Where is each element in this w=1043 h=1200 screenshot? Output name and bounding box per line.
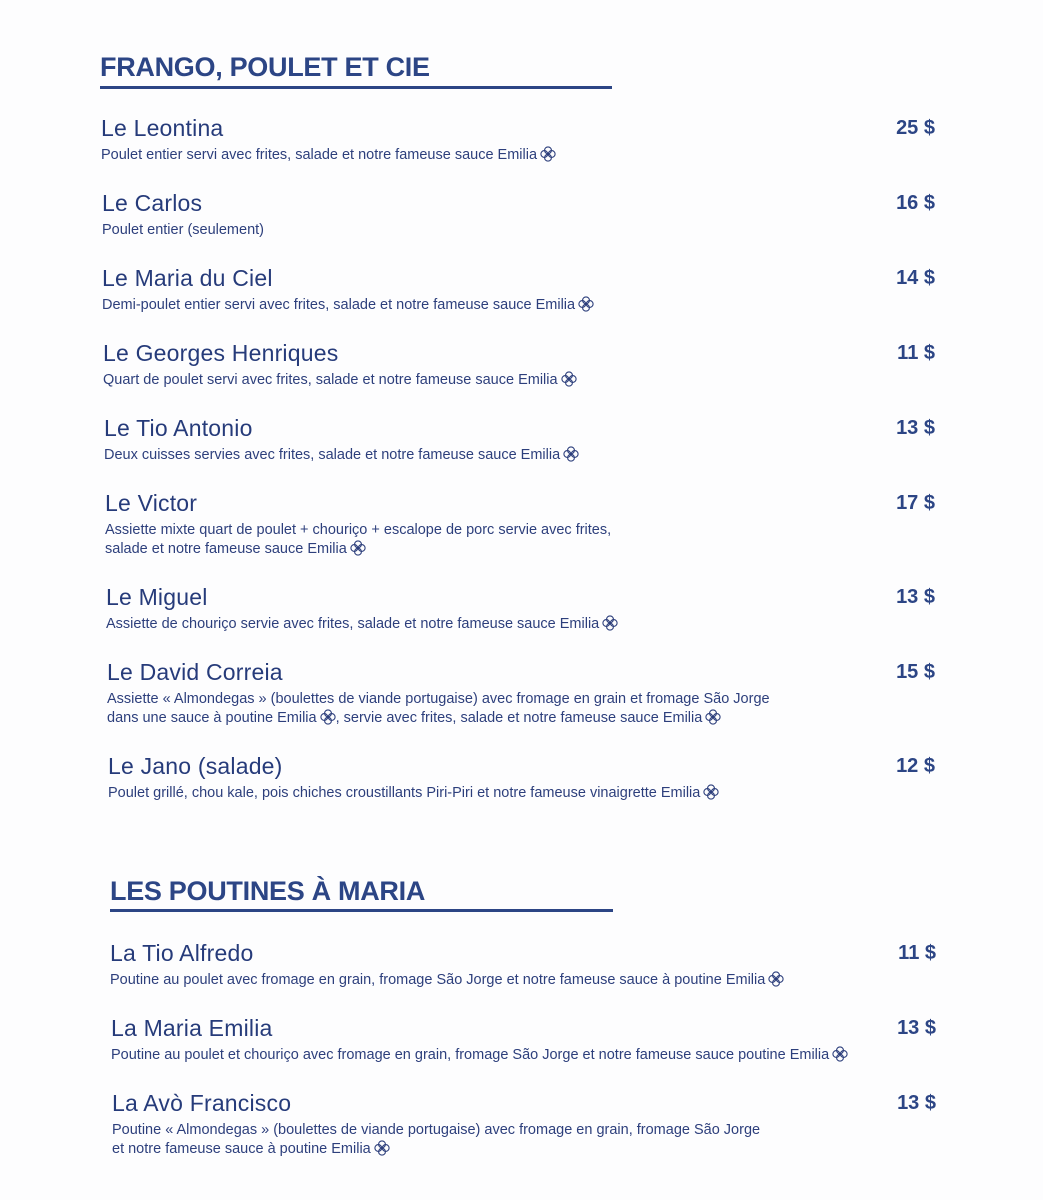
item-description: Deux cuisses servies avec frites, salade et notre fameuse sauce Emilia xyxy=(104,446,579,465)
item-description: Assiette « Almondegas » (boulettes de viande portugaise) avec fromage en grain et fromage São Jorge dans une sauce à poutine Emilia , servie avec frites, salade et notre fameuse sauce Emilia xyxy=(107,691,770,726)
section-title: FRANGO, POULET ET CIE xyxy=(100,52,430,82)
section-underline xyxy=(100,86,612,89)
item-description: Poulet grillé, chou kale, pois chiches croustillants Piri-Piri et notre fameuse vinaigrette Emilia xyxy=(108,784,719,803)
item-price: 14 $ xyxy=(896,267,935,289)
item-name: Le Leontina xyxy=(101,115,224,141)
emilia-flower-icon xyxy=(320,709,336,725)
emilia-flower-icon xyxy=(703,784,719,800)
emilia-flower-icon xyxy=(561,371,577,387)
item-price: 16 $ xyxy=(896,192,935,214)
item-description: Poutine au poulet avec fromage en grain, fromage São Jorge et notre fameuse sauce à poutine Emilia xyxy=(110,971,784,990)
item-description: Poulet entier servi avec frites, salade et notre fameuse sauce Emilia xyxy=(101,146,556,165)
item-price: 17 $ xyxy=(896,492,935,514)
item-description: Assiette de chouriço servie avec frites, salade et notre fameuse sauce Emilia xyxy=(106,615,618,634)
item-name: Le Georges Henriques xyxy=(103,340,339,366)
item-name: Le Jano (salade) xyxy=(108,753,283,779)
item-price: 13 $ xyxy=(897,1092,936,1114)
item-description: Poutine au poulet et chouriço avec fromage en grain, fromage São Jorge et notre fameuse sauce poutine Emilia xyxy=(111,1046,848,1065)
item-name: Le Tio Antonio xyxy=(104,415,253,441)
item-price: 13 $ xyxy=(896,417,935,439)
emilia-flower-icon xyxy=(540,146,556,162)
item-price: 13 $ xyxy=(896,586,935,608)
emilia-flower-icon xyxy=(832,1046,848,1062)
section-underline xyxy=(110,909,613,912)
item-price: 15 $ xyxy=(896,661,935,683)
item-name: La Avò Francisco xyxy=(112,1090,292,1116)
item-name: Le David Correia xyxy=(107,659,283,685)
emilia-flower-icon xyxy=(705,709,721,725)
emilia-flower-icon xyxy=(602,615,618,631)
item-description: Quart de poulet servi avec frites, salade et notre fameuse sauce Emilia xyxy=(103,371,577,390)
item-name: Le Victor xyxy=(105,490,198,516)
section-title: LES POUTINES À MARIA xyxy=(110,876,426,906)
emilia-flower-icon xyxy=(350,540,366,556)
item-description: Demi-poulet entier servi avec frites, salade et notre fameuse sauce Emilia xyxy=(102,296,594,315)
item-description: Poutine « Almondegas » (boulettes de viande portugaise) avec fromage en grain, fromage São Jorge et notre fameuse sauce à poutine Emilia xyxy=(112,1122,761,1157)
item-name: La Tio Alfredo xyxy=(110,940,254,966)
emilia-flower-icon xyxy=(578,296,594,312)
item-description: Poulet entier (seulement) xyxy=(102,222,264,238)
item-name: Le Carlos xyxy=(102,190,203,216)
emilia-flower-icon xyxy=(374,1140,390,1156)
item-price: 13 $ xyxy=(897,1017,936,1039)
emilia-flower-icon xyxy=(563,446,579,462)
item-name: Le Maria du Ciel xyxy=(102,265,273,291)
item-price: 11 $ xyxy=(897,342,935,364)
item-description: Assiette mixte quart de poulet + chouriço + escalope de porc servie avec frites, salade et notre fameuse sauce Emilia xyxy=(105,522,612,557)
item-price: 12 $ xyxy=(896,755,935,777)
item-name: La Maria Emilia xyxy=(111,1015,273,1041)
item-name: Le Miguel xyxy=(106,584,208,610)
emilia-flower-icon xyxy=(768,971,784,987)
item-price: 11 $ xyxy=(898,942,936,964)
item-price: 25 $ xyxy=(896,117,935,139)
